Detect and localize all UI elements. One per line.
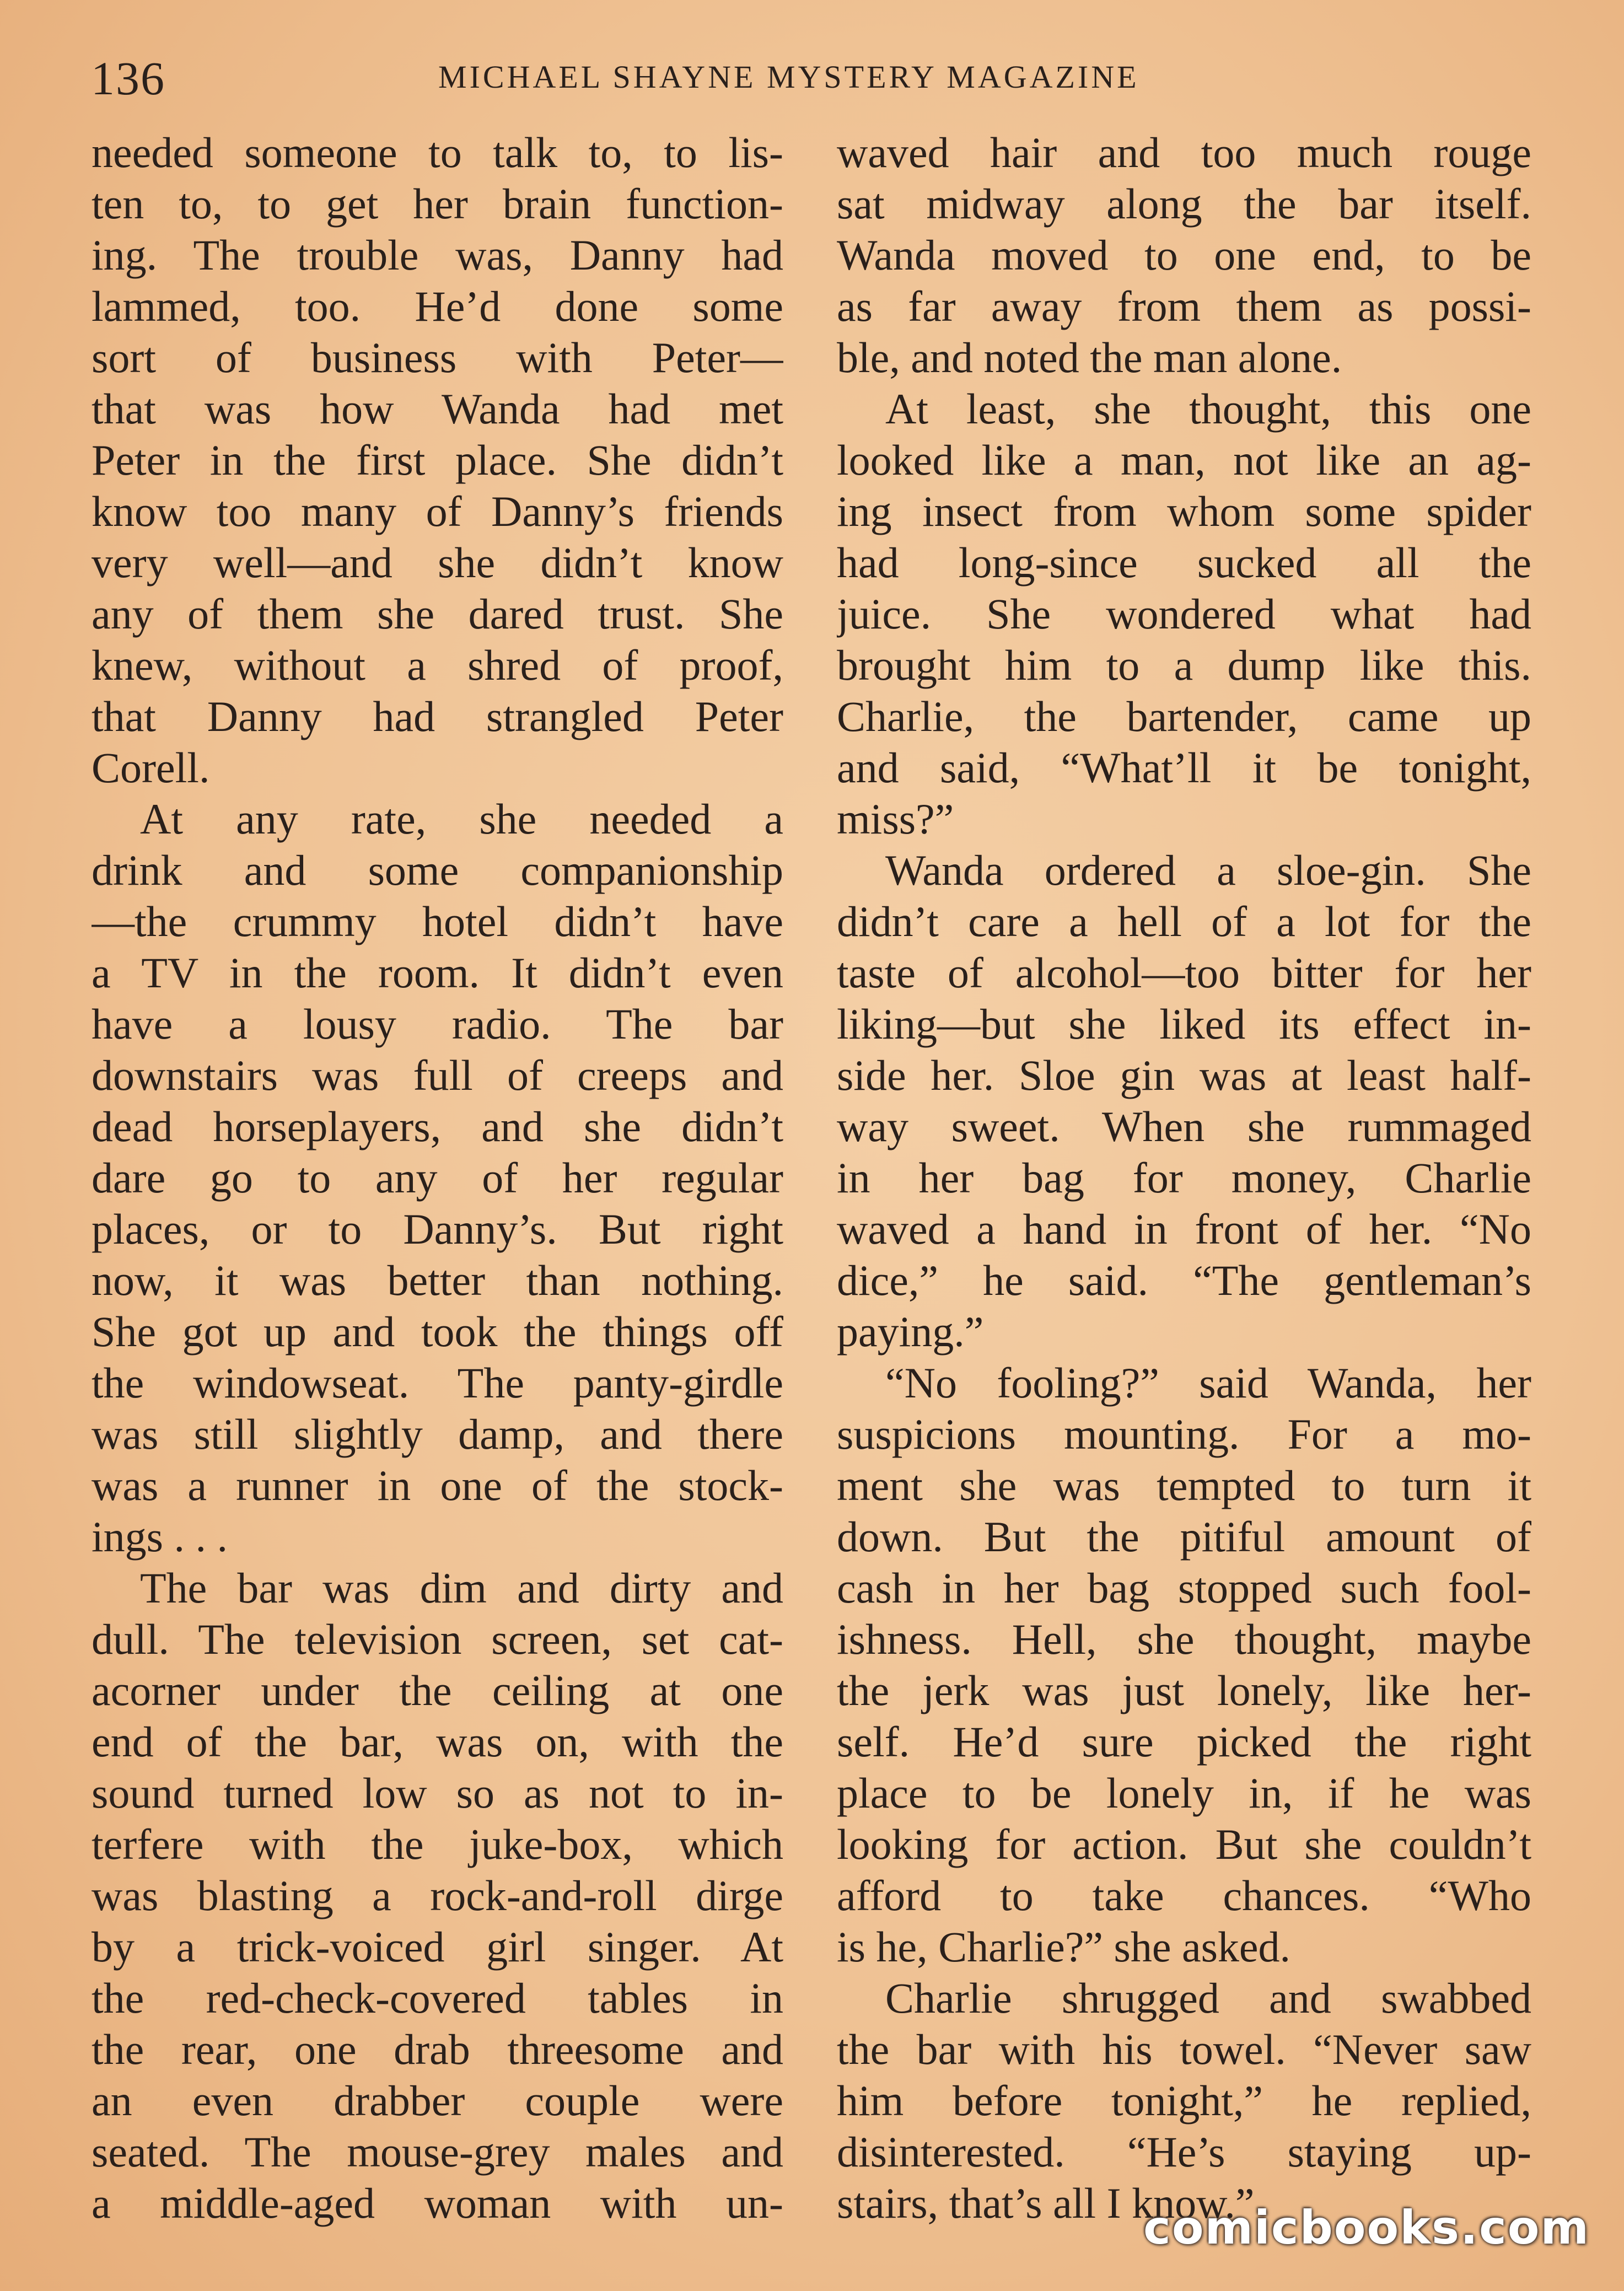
text-line: sound turned low so as not to in- (92, 1769, 783, 1817)
text-line: needed someone to talk to, to lis- (92, 128, 783, 176)
text-line: dull. The television screen, set cat- (92, 1615, 783, 1663)
text-line: end of the bar, was on, with the (92, 1718, 783, 1766)
text-line: the bar with his towel. “Never saw (837, 2025, 1531, 2073)
text-line: as far away from them as possi- (837, 282, 1531, 330)
text-line: —the crummy hotel didn’t have (92, 897, 783, 945)
text-line: liking—but she liked its effect in- (837, 1000, 1531, 1048)
text-line: ment she was tempted to turn it (837, 1461, 1531, 1509)
text-line: ishness. Hell, she thought, maybe (837, 1615, 1531, 1663)
text-line: Charlie shrugged and swabbed (885, 1974, 1531, 2022)
text-line: in her bag for money, Charlie (837, 1154, 1531, 1202)
text-line: At least, she thought, this one (885, 385, 1531, 433)
text-line: downstairs was full of creeps and (92, 1051, 783, 1099)
text-line: and said, “What’ll it be tonight, (837, 744, 1531, 792)
text-line: was still slightly damp, and there (92, 1410, 783, 1458)
text-line: suspicions mounting. For a mo- (837, 1410, 1531, 1458)
text-line: any of them she dared trust. She (92, 590, 783, 638)
text-line: Peter in the first place. She didn’t (92, 436, 783, 484)
text-line: didn’t care a hell of a lot for the (837, 897, 1531, 945)
text-line: cash in her bag stopped such fool- (837, 1564, 1531, 1612)
text-line: Wanda ordered a sloe-gin. She (885, 846, 1531, 894)
text-line: juice. She wondered what had (837, 590, 1531, 638)
text-line: the red-check-covered tables in (92, 1974, 783, 2022)
text-line: brought him to a dump like this. (837, 641, 1531, 689)
text-line: that Danny had strangled Peter (92, 692, 783, 740)
text-line: dead horseplayers, and she didn’t (92, 1103, 783, 1150)
text-line: was a runner in one of the stock- (92, 1461, 783, 1509)
text-line: very well—and she didn’t know (92, 539, 783, 587)
page-header (91, 51, 1530, 111)
text-line: acorner under the ceiling at one (92, 1666, 783, 1714)
text-line: the jerk was just lonely, like her- (837, 1666, 1531, 1714)
text-line: afford to take chances. “Who (837, 1871, 1531, 1919)
text-line: a TV in the room. It didn’t even (92, 949, 783, 997)
watermark: comicbooks.com (1143, 2201, 1590, 2255)
text-line: ble, and noted the man alone. (837, 334, 1342, 381)
text-line: side her. Sloe gin was at least half- (837, 1051, 1531, 1099)
text-line: ten to, to get her brain function- (92, 180, 783, 228)
text-line: drink and some companionship (92, 846, 783, 894)
text-line: lammed, too. He’d done some (92, 282, 783, 330)
text-line: the windowseat. The panty-girdle (92, 1359, 783, 1407)
text-line: him before tonight,” he replied, (837, 2077, 1531, 2125)
text-line: looked like a man, not like an ag- (837, 436, 1531, 484)
text-line: down. But the pitiful amount of (837, 1513, 1531, 1561)
text-line: know too many of Danny’s friends (92, 487, 783, 535)
text-line: At any rate, she needed a (140, 795, 783, 843)
text-line: “No fooling?” said Wanda, her (885, 1359, 1531, 1407)
text-line: sort of business with Peter— (92, 334, 783, 381)
text-line: knew, without a shred of proof, (92, 641, 783, 689)
text-column-right (837, 127, 1531, 2229)
text-line: stairs, that’s all I know.” (837, 2179, 1255, 2227)
text-line: Charlie, the bartender, came up (837, 692, 1531, 740)
text-line: dare go to any of her regular (92, 1154, 783, 1202)
text-line: Wanda moved to one end, to be (837, 231, 1531, 279)
text-line: disinterested. “He’s staying up- (837, 2128, 1531, 2176)
text-line: looking for action. But she couldn’t (837, 1820, 1531, 1868)
text-line: by a trick-voiced girl singer. At (92, 1923, 783, 1971)
text-line: The bar was dim and dirty and (140, 1564, 783, 1612)
text-line: have a lousy radio. The bar (92, 1000, 783, 1048)
text-line: waved hair and too much rouge (837, 128, 1531, 176)
text-line: terfere with the juke-box, which (92, 1820, 783, 1868)
text-line: was blasting a rock-and-roll dirge (92, 1871, 783, 1919)
text-line: She got up and took the things off (92, 1308, 783, 1356)
text-line: places, or to Danny’s. But right (92, 1205, 783, 1253)
text-line: miss?” (837, 795, 954, 843)
text-line: seated. The mouse-grey males and (92, 2128, 783, 2176)
text-line: ing insect from whom some spider (837, 487, 1531, 535)
page-number: 136 (91, 52, 165, 105)
text-line: an even drabber couple were (92, 2077, 783, 2125)
text-line: a middle-aged woman with un- (92, 2179, 783, 2227)
text-line: self. He’d sure picked the right (837, 1718, 1531, 1766)
text-column-left (92, 127, 783, 2229)
text-line: ing. The trouble was, Danny had (92, 231, 783, 279)
text-line: taste of alcohol—too bitter for her (837, 949, 1531, 997)
text-line: place to be lonely in, if he was (837, 1769, 1531, 1817)
text-line: that was how Wanda had met (92, 385, 783, 433)
text-line: dice,” he said. “The gentleman’s (837, 1256, 1531, 1304)
text-line: now, it was better than nothing. (92, 1256, 783, 1304)
text-line: ings . . . (92, 1513, 228, 1561)
running-title: MICHAEL SHAYNE MYSTERY MAGAZINE (438, 59, 1139, 95)
text-line: the rear, one drab threesome and (92, 2025, 783, 2073)
text-line: had long-since sucked all the (837, 539, 1531, 587)
text-line: way sweet. When she rummaged (837, 1103, 1531, 1150)
text-line: paying.” (837, 1308, 984, 1356)
text-line: Corell. (92, 744, 210, 792)
text-line: sat midway along the bar itself. (837, 180, 1531, 228)
text-line: waved a hand in front of her. “No (837, 1205, 1531, 1253)
text-line: is he, Charlie?” she asked. (837, 1923, 1291, 1971)
